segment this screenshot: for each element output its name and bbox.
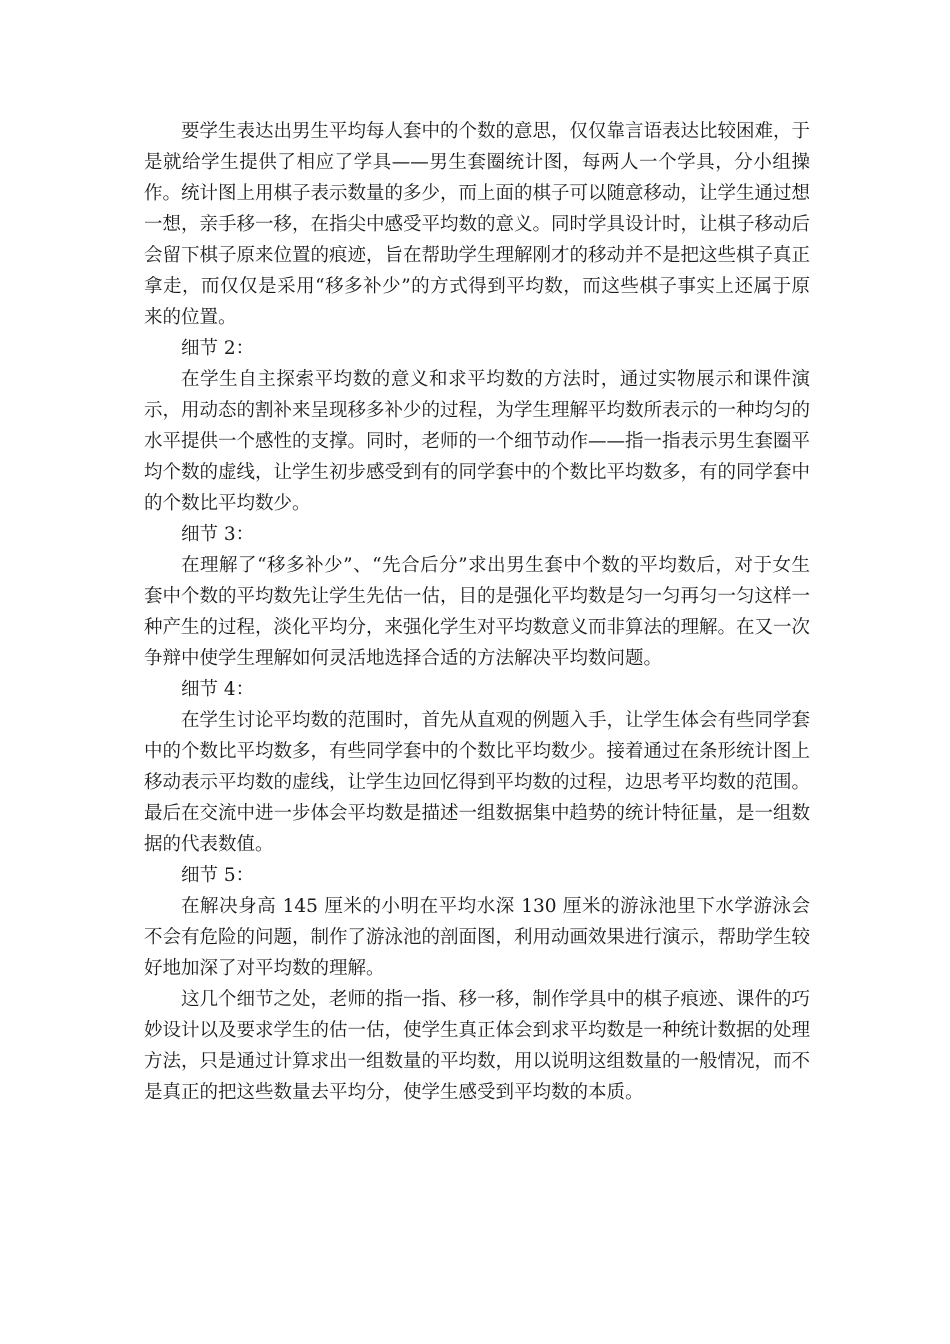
paragraph-detail-2: 在学生自主探索平均数的意义和求平均数的方法时，通过实物展示和课件演示，用动态的割补来呈现移多补少的过程，为学生理解平均数所表示的一种均匀的水平提供一个感性的支撑。同时，老师的一个细节动作——指一指表示男生套圈平均个数的虚线，让学生初步感受到有的同学套中的个数比平均数多，有的同学套中的个数比平均数少。 (144, 369, 811, 514)
paragraph-conclusion: 这几个细节之处，老师的指一指、移一移，制作学具中的棋子痕迹、课件的巧妙设计以及要求学生的估一估，使学生真正体会到求平均数是一种统计数据的处理方法，只是通过计算求出一组数量的平均数，用以说明这组数量的一般情况，而不是真正的把这些数量去平均分，使学生感受到平均数的本质。 (144, 989, 811, 1103)
heading-detail-3: 细节 3： (181, 524, 255, 545)
heading-detail-2: 细节 2： (181, 338, 255, 359)
paragraph-detail-5: 在解决身高 145 厘米的小明在平均水深 130 厘米的游泳池里下水学游泳会不会有危险的问题，制作了游泳池的剖面图，利用动画效果进行演示，帮助学生较好地加深了对平均数的理解。 (144, 896, 811, 979)
heading-detail-5: 细节 5： (181, 865, 255, 886)
paragraph-detail-3: 在理解了“移多补少”、“先合后分”求出男生套中个数的平均数后，对于女生套中个数的平均数先让学生先估一估，目的是强化平均数是匀一匀再匀一匀这样一种产生的过程，淡化平均分，来强化学生对平均数意义而非算法的理解。在又一次争辩中使学生理解如何灵活地选择合适的方法解决平均数问题。 (144, 555, 811, 669)
document-body (144, 116, 810, 1108)
paragraph-detail-4: 在学生讨论平均数的范围时，首先从直观的例题入手，让学生体会有些同学套中的个数比平均数多，有些同学套中的个数比平均数少。接着通过在条形统计图上移动表示平均数的虚线，让学生边回忆得到平均数的过程，边思考平均数的范围。最后在交流中进一步体会平均数是描述一组数据集中趋势的统计特征量，是一组数据的代表数值。 (144, 710, 811, 855)
paragraph-intro: 要学生表达出男生平均每人套中的个数的意思，仅仅靠言语表达比较困难，于是就给学生提供了相应了学具——男生套圈统计图，每两人一个学具，分小组操作。统计图上用棋子表示数量的多少，而上面的棋子可以随意移动，让学生通过想一想，亲手移一移，在指尖中感受平均数的意义。同时学具设计时，让棋子移动后会留下棋子原来位置的痕迹，旨在帮助学生理解刚才的移动并不是把这些棋子真正拿走，而仅仅是采用“移多补少”的方式得到平均数，而这些棋子事实上还属于原来的位置。 (144, 121, 811, 328)
heading-detail-4: 细节 4： (181, 679, 255, 700)
